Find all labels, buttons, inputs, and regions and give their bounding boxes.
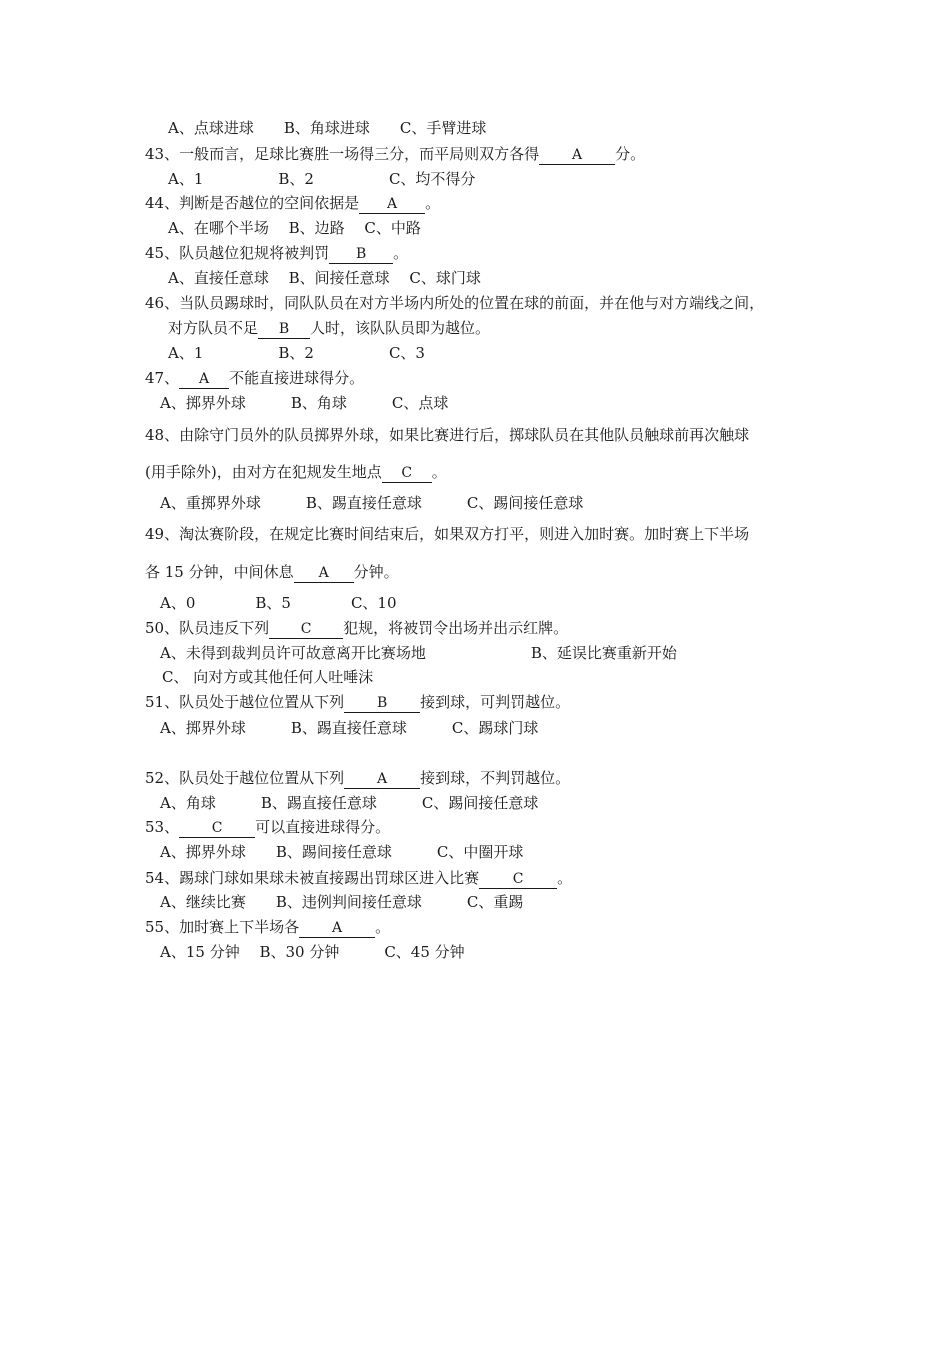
question-text: 50、队员违反下列 — [145, 619, 270, 637]
options-42: A、点球进球 B、角球进球 C、手臂进球 — [168, 119, 487, 137]
answer-blank: C — [269, 621, 343, 639]
options-44: A、在哪个半场 B、边路 C、中路 — [168, 219, 421, 237]
question-text-end: 接到球，可判罚越位。 — [420, 693, 571, 711]
answer-blank: A — [344, 771, 420, 789]
question-49-cont — [145, 562, 399, 583]
question-text: 54、踢球门球如果球未被直接踢出罚球区进入比赛 — [145, 869, 480, 887]
answer-blank: A — [179, 371, 229, 389]
answer-blank: A — [359, 196, 425, 214]
question-47 — [145, 368, 364, 389]
question-text: 43、一般而言，足球比赛胜一场得三分，而平局则双方各得 — [145, 145, 540, 163]
question-text-end: 。 — [393, 244, 409, 262]
options-49: A、0 B、5 C、10 — [160, 594, 397, 612]
question-49: 49、淘汰赛阶段，在规定比赛时间结束后，如果双方打平，则进入加时赛。加时赛上下半场 — [145, 525, 750, 543]
question-text: 53、 — [145, 818, 180, 836]
question-text-end: 。 — [425, 194, 441, 212]
question-48: 48、由除守门员外的队员掷界外球，如果比赛进行后，掷球队员在其他队员触球前再次触球 — [145, 426, 750, 444]
question-53 — [145, 817, 390, 838]
options-52: A、角球 B、踢直接任意球 C、踢间接任意球 — [160, 794, 539, 812]
answer-blank: B — [344, 695, 420, 713]
options-55: A、15 分钟 B、30 分钟 C、45 分钟 — [160, 943, 465, 961]
options-48: A、重掷界外球 B、踢直接任意球 C、踢间接任意球 — [160, 494, 584, 512]
question-44 — [145, 193, 440, 214]
options-51: A、掷界外球 B、踢直接任意球 C、踢球门球 — [160, 719, 539, 737]
question-text: 47、 — [145, 369, 180, 387]
question-50 — [145, 618, 568, 639]
question-text: 44、判断是否越位的空间依据是 — [145, 194, 360, 212]
options-54: A、继续比赛 B、违例判间接任意球 C、重踢 — [160, 893, 524, 911]
answer-blank: B — [329, 246, 393, 264]
question-51 — [145, 692, 570, 713]
question-43 — [145, 144, 645, 165]
answer-blank: A — [294, 565, 354, 583]
question-text: 55、加时赛上下半场各 — [145, 918, 300, 936]
question-45 — [145, 243, 408, 264]
question-46: 46、当队员踢球时，同队队员在对方半场内所处的位置在球的前面，并在他与对方端线之间， — [145, 294, 765, 312]
question-text: 51、队员处于越位位置从下列 — [145, 693, 345, 711]
question-text-end: 可以直接进球得分。 — [255, 818, 391, 836]
question-text: 45、队员越位犯规将被判罚 — [145, 244, 330, 262]
question-54 — [145, 868, 572, 889]
options-46: A、1 B、2 C、3 — [168, 344, 425, 362]
question-text-end: 分。 — [615, 145, 646, 163]
answer-blank: C — [382, 465, 432, 483]
question-46-cont — [168, 318, 490, 339]
question-text-end: 犯规，将被罚令出场并出示红牌。 — [343, 619, 569, 637]
options-53: A、掷界外球 B、踢间接任意球 C、中圈开球 — [160, 843, 524, 861]
answer-blank: A — [299, 920, 375, 938]
question-text: (用手除外)，由对方在犯规发生地点 — [145, 463, 382, 481]
options-47: A、掷界外球 B、角球 C、点球 — [160, 394, 449, 412]
answer-blank: A — [539, 147, 615, 165]
question-text: 52、队员处于越位位置从下列 — [145, 769, 345, 787]
question-48-cont — [145, 462, 447, 483]
question-55 — [145, 917, 390, 938]
question-text-end: 接到球，不判罚越位。 — [420, 769, 571, 787]
question-text-end: 不能直接进球得分。 — [229, 369, 365, 387]
question-text: 对方队员不足 — [168, 319, 259, 337]
question-52 — [145, 768, 570, 789]
question-text: 各 15 分钟，中间休息 — [145, 563, 294, 581]
answer-blank: B — [258, 321, 310, 339]
question-text-end: 。 — [431, 463, 447, 481]
answer-blank: C — [479, 871, 557, 889]
options-50-ab: A、未得到裁判员许可故意离开比赛场地 B、延误比赛重新开始 — [160, 644, 677, 662]
options-45: A、直接任意球 B、间接任意球 C、球门球 — [168, 269, 481, 287]
options-50-c: C、 向对方或其他任何人吐唾沫 — [162, 668, 374, 686]
options-43: A、1 B、2 C、均不得分 — [168, 170, 476, 188]
question-text-end: 。 — [557, 869, 573, 887]
question-text-end: 人时，该队队员即为越位。 — [310, 319, 491, 337]
question-text-end: 。 — [375, 918, 391, 936]
question-text-end: 分钟。 — [353, 563, 399, 581]
answer-blank: C — [179, 820, 255, 838]
